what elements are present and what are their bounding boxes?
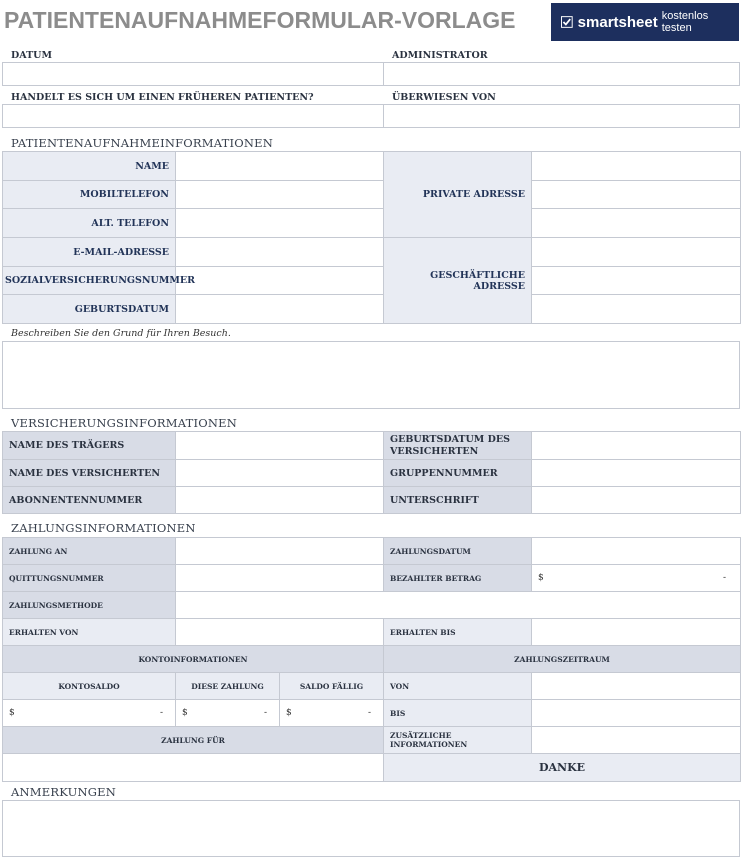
business-address-label: GESCHÄFTLICHE ADRESSE: [384, 238, 532, 324]
dob-field[interactable]: [176, 295, 384, 324]
business-address-line-1[interactable]: [532, 238, 741, 267]
balance-field[interactable]: [3, 700, 176, 727]
ssn-field[interactable]: [176, 267, 384, 295]
thanks-banner: DANKE: [384, 754, 741, 782]
this-payment-value: -: [263, 708, 267, 718]
private-address-line-1[interactable]: [532, 152, 741, 181]
admin-field[interactable]: [383, 62, 740, 86]
notes-heading: ANMERKUNGEN: [11, 785, 116, 799]
smartsheet-logo-button[interactable]: [551, 3, 739, 41]
visit-reason-field[interactable]: [2, 341, 740, 409]
pay-to-field[interactable]: [176, 538, 384, 565]
signature-label: UNTERSCHRIFT: [384, 487, 532, 514]
subscriber-label: ABONNENTENNUMMER: [3, 487, 176, 514]
admin-label: ADMINISTRATOR: [392, 50, 488, 61]
currency-symbol: $: [286, 708, 292, 718]
business-address-line-2[interactable]: [532, 267, 741, 295]
name-label: NAME: [3, 152, 176, 181]
referred-by-label: ÜBERWIESEN VON: [392, 92, 496, 103]
insured-name-label: NAME DES VERSICHERTEN: [3, 460, 176, 487]
insurance-table: [2, 431, 741, 514]
alt-phone-label: ALT. TELEFON: [3, 209, 176, 238]
method-label: ZAHLUNGSMETHODE: [3, 592, 176, 619]
amount-paid-label: BEZAHLTER BETRAG: [384, 565, 532, 592]
payment-for-header: ZAHLUNG FÜR: [3, 727, 384, 754]
email-label: E-MAIL-ADRESSE: [3, 238, 176, 267]
amount-paid-field[interactable]: [532, 565, 741, 592]
currency-symbol: $: [9, 708, 15, 718]
received-from-field[interactable]: [176, 619, 384, 646]
name-field[interactable]: [176, 152, 384, 181]
referred-by-field[interactable]: [383, 104, 740, 128]
amount-value: -: [722, 573, 726, 583]
visit-reason-label: Beschreiben Sie den Grund für Ihren Besuch.: [11, 328, 231, 339]
date-label: DATUM: [11, 50, 52, 61]
period-from-label: VON: [384, 673, 532, 700]
received-from-label: ERHALTEN VON: [3, 619, 176, 646]
method-field[interactable]: [176, 592, 741, 619]
group-number-label: GRUPPENNUMMER: [384, 460, 532, 487]
insurance-heading: VERSICHERUNGSINFORMATIONEN: [11, 416, 237, 430]
additional-info-field[interactable]: [532, 727, 741, 754]
receipt-label: QUITTUNGSNUMMER: [3, 565, 176, 592]
insured-dob-label: GEBURTSDATUM DES VERSICHERTEN: [384, 432, 532, 460]
intake-table: [2, 151, 741, 324]
currency-symbol: $: [182, 708, 188, 718]
alt-phone-field[interactable]: [176, 209, 384, 238]
carrier-label: NAME DES TRÄGERS: [3, 432, 176, 460]
insured-name-field[interactable]: [176, 460, 384, 487]
ssn-label: SOZIALVERSICHERUNGSNUMMER: [3, 267, 176, 295]
balance-due-field[interactable]: [280, 700, 384, 727]
mobile-label: MOBILTELEFON: [3, 181, 176, 209]
former-patient-field[interactable]: [2, 104, 384, 128]
private-address-line-3[interactable]: [532, 209, 741, 238]
pay-to-label: ZAHLUNG AN: [3, 538, 176, 565]
email-field[interactable]: [176, 238, 384, 267]
currency-symbol: $: [538, 573, 544, 583]
insured-dob-field[interactable]: [532, 432, 741, 460]
received-until-field[interactable]: [532, 619, 741, 646]
notes-field[interactable]: [2, 800, 740, 857]
date-field[interactable]: [2, 62, 384, 86]
subscriber-field[interactable]: [176, 487, 384, 514]
private-address-label: PRIVATE ADRESSE: [384, 152, 532, 238]
this-payment-label: DIESE ZAHLUNG: [176, 673, 280, 700]
pay-period-header: ZAHLUNGSZEITRAUM: [384, 646, 741, 673]
balance-label: KONTOSALDO: [3, 673, 176, 700]
former-patient-label: HANDELT ES SICH UM EINEN FRÜHEREN PATIENTEN?: [11, 92, 314, 103]
received-until-label: ERHALTEN BIS: [384, 619, 532, 646]
account-info-header: KONTOINFORMATIONEN: [3, 646, 384, 673]
receipt-field[interactable]: [176, 565, 384, 592]
additional-info-label: ZUSÄTZLICHE INFORMATIONEN: [384, 727, 532, 754]
period-to-field[interactable]: [532, 700, 741, 727]
page-title: PATIENTENAUFNAHMEFORMULAR-VORLAGE: [4, 7, 516, 33]
logo-brand: smartsheet: [577, 13, 658, 31]
intake-heading: PATIENTENAUFNAHMEINFORMATIONEN: [11, 136, 273, 150]
private-address-line-2[interactable]: [532, 181, 741, 209]
checkmark-icon: [561, 16, 573, 28]
period-from-field[interactable]: [532, 673, 741, 700]
pay-date-field[interactable]: [532, 538, 741, 565]
carrier-field[interactable]: [176, 432, 384, 460]
logo-cta: kostenlos testen: [661, 10, 709, 34]
period-to-label: BIS: [384, 700, 532, 727]
balance-due-label: SALDO FÄLLIG: [280, 673, 384, 700]
signature-field[interactable]: [532, 487, 741, 514]
pay-date-label: ZAHLUNGSDATUM: [384, 538, 532, 565]
dob-label: GEBURTSDATUM: [3, 295, 176, 324]
group-number-field[interactable]: [532, 460, 741, 487]
balance-value: -: [159, 708, 163, 718]
this-payment-field[interactable]: [176, 700, 280, 727]
balance-due-value: -: [367, 708, 371, 718]
payment-for-field[interactable]: [3, 754, 384, 782]
payment-table: [2, 537, 741, 782]
mobile-field[interactable]: [176, 181, 384, 209]
business-address-line-3[interactable]: [532, 295, 741, 324]
payment-heading: ZAHLUNGSINFORMATIONEN: [11, 521, 196, 535]
